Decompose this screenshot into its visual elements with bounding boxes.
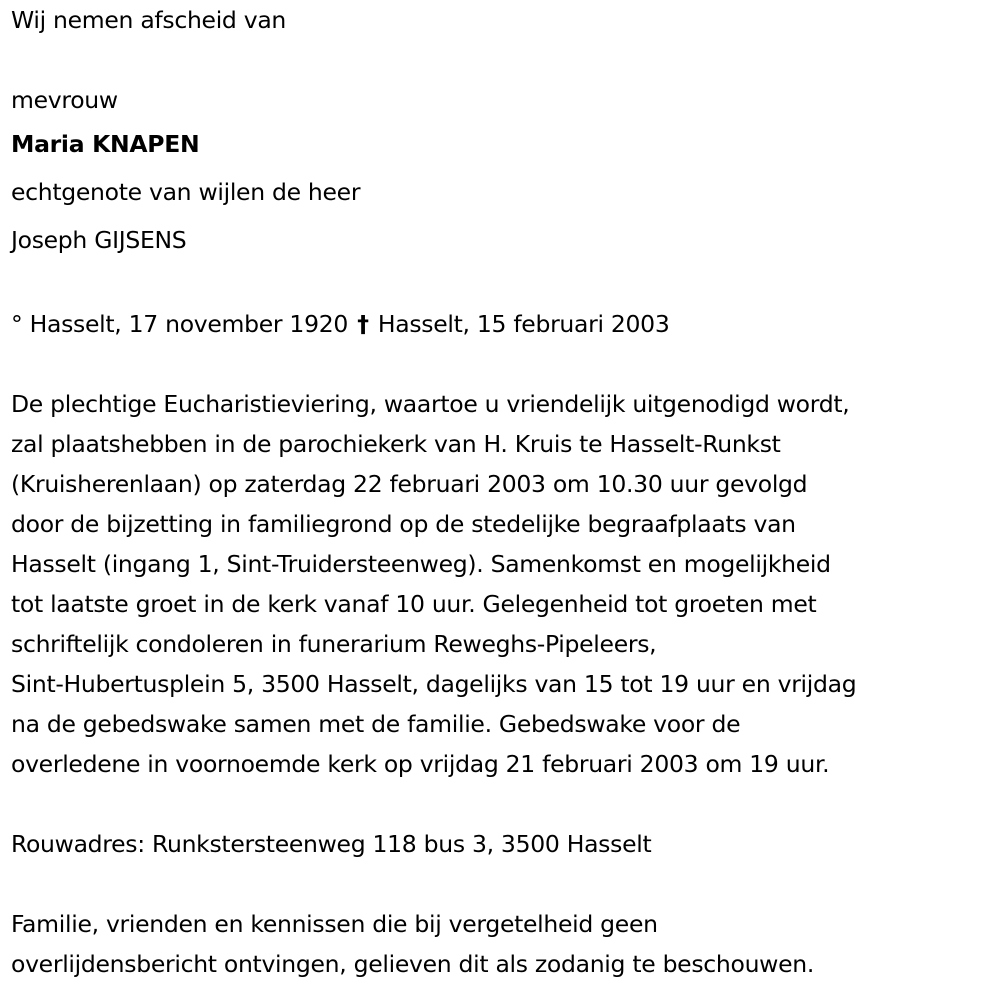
life-dates — [11, 304, 996, 344]
birth-date: Hasselt, 17 november 1920 — [29, 310, 349, 338]
spacer — [11, 864, 996, 904]
ceremony-line: schriftelijk condoleren in funerarium Reweghs-Pipeleers, — [11, 630, 657, 658]
intro-line: Wij nemen afscheid van — [11, 6, 287, 34]
spacer — [11, 784, 996, 824]
ceremony-paragraph — [11, 384, 996, 784]
ceremony-line: overledene in voornoemde kerk op vrijdag 21 februari 2003 om 19 uur. — [11, 750, 830, 778]
spacer — [11, 264, 996, 304]
ceremony-line: Sint-Hubertusplein 5, 3500 Hasselt, dagelijks van 15 tot 19 uur en vrijdag — [11, 670, 857, 698]
spouse-name: Joseph GIJSENS — [11, 226, 187, 254]
title-prefix: mevrouw — [11, 86, 118, 114]
ceremony-line: door de bijzetting in familiegrond op de stedelijke begraafplaats van — [11, 510, 796, 538]
spacer — [11, 344, 996, 384]
ceremony-line: Hasselt (ingang 1, Sint-Truidersteenweg). Samenkomst en mogelijkheid — [11, 550, 831, 578]
ceremony-line: (Kruisherenlaan) op zaterdag 22 februari 2003 om 10.30 uur gevolgd — [11, 470, 808, 498]
deceased-name: Maria KNAPEN — [11, 130, 200, 158]
spouse-relation: echtgenote van wijlen de heer — [11, 178, 361, 206]
mourning-address: Rouwadres: Runkstersteenweg 118 bus 3, 3500 Hasselt — [11, 830, 652, 858]
closing-line: overlijdensbericht ontvingen, gelieven dit als zodanig te beschouwen. — [11, 950, 815, 978]
ceremony-line: De plechtige Eucharistieviering, waartoe u vriendelijk uitgenodigd wordt, — [11, 390, 850, 418]
spacer — [11, 40, 996, 80]
death-date: Hasselt, 15 februari 2003 — [377, 310, 670, 338]
ceremony-line: tot laatste groet in de kerk vanaf 10 uur. Gelegenheid tot groeten met — [11, 590, 817, 618]
cross-icon: † — [357, 310, 369, 338]
closing-paragraph — [11, 904, 996, 984]
obituary-document — [11, 0, 996, 984]
closing-line: Familie, vrienden en kennissen die bij vergetelheid geen — [11, 910, 658, 938]
ceremony-line: na de gebedswake samen met de familie. Gebedswake voor de — [11, 710, 741, 738]
birth-symbol: ° — [11, 310, 23, 338]
ceremony-line: zal plaatshebben in de parochiekerk van H. Kruis te Hasselt-Runkst — [11, 430, 781, 458]
